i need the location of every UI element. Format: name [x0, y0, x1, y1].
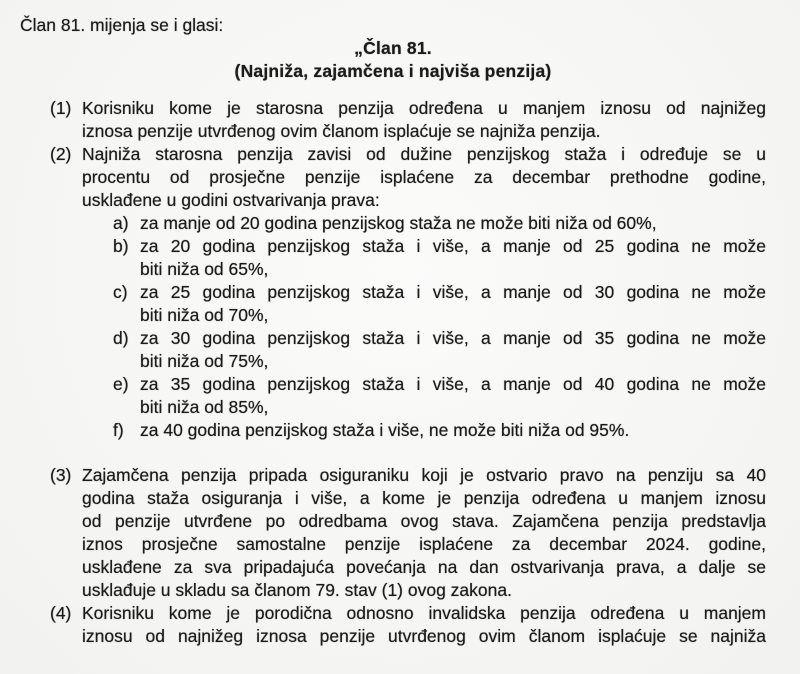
- text-line: biti niža od 75%,: [140, 351, 269, 371]
- subitem-a: [113, 212, 766, 235]
- subitem-list: [113, 212, 766, 442]
- text-line: Zajamčena penzija pripada osiguraniku koji je ostvario pravo na penziju sa 40: [82, 465, 766, 485]
- text-line: godina staža osiguranja i više, a kome je penzija određena u manjem iznosu: [82, 488, 766, 508]
- text-line: za manje od 20 godina penzijskog staža ne može biti niža od 60%,: [140, 213, 657, 233]
- subitem-body: [140, 327, 766, 373]
- subitem-letter: e): [113, 374, 129, 394]
- subitem-body: [140, 235, 766, 281]
- text-line: biti niža od 65%,: [140, 259, 269, 279]
- text-line: za 40 godina penzijskog staža i više, ne može biti niža od 95%.: [140, 420, 630, 440]
- paragraph-number: (1): [50, 98, 72, 118]
- paragraph-1: [50, 97, 766, 143]
- text-line: usklađene za sva pripadajuća povećanja na dan ostvarivanja prava, a dalje se: [82, 557, 766, 577]
- paragraph-body: [82, 97, 766, 143]
- paragraph-3: [50, 464, 766, 602]
- subitem-e: [113, 373, 766, 419]
- subitem-c: [113, 281, 766, 327]
- paragraph-number: (2): [50, 144, 72, 164]
- paragraph-number: (4): [50, 603, 72, 623]
- subitem-body: [140, 212, 766, 235]
- text-line: procentu od prosječne penzije isplaćene za decembar prethodne godine,: [82, 167, 766, 187]
- text-line: za 25 godina penzijskog staža i više, a manje od 30 godina ne može: [140, 282, 766, 302]
- article-number-heading: „Član 81.: [354, 38, 432, 58]
- subitem-f: [113, 419, 766, 442]
- subitem-body: [140, 281, 766, 327]
- paragraph-body: [82, 602, 766, 648]
- text-line: iznosu od najnižeg iznosa penzije utvrđenog ovim članom isplaćuje se najniža: [82, 626, 766, 646]
- subitem-letter: f): [113, 420, 124, 440]
- subitem-body: [140, 419, 766, 442]
- subitem-letter: b): [113, 236, 129, 256]
- text-line: usklađuje u skladu sa članom 79. stav (1) ovog zakona.: [82, 580, 512, 600]
- text-line: za 20 godina penzijskog staža i više, a manje od 25 godina ne može: [140, 236, 766, 256]
- text-line: biti niža od 70%,: [140, 305, 269, 325]
- text-line: za 30 godina penzijskog staža i više, a manje od 35 godina ne može: [140, 328, 766, 348]
- paragraph-list: [50, 97, 766, 648]
- text-line: od penzije utvrđene po odredbama ovog stava. Zajamčena penzija predstavlja: [82, 511, 766, 531]
- text-line: iznosa penzije utvrđenog ovim članom isplaćuje se najniža penzija.: [82, 121, 601, 141]
- text-line: Korisniku kome je porodična odnosno invalidska penzija određena u manjem: [82, 603, 766, 623]
- paragraph-body: [82, 464, 766, 602]
- subitem-body: [140, 373, 766, 419]
- text-line: usklađene u godini ostvarivanja prava:: [82, 190, 380, 210]
- text-line: za 35 godina penzijskog staža i više, a manje od 40 godina ne može: [140, 374, 766, 394]
- article-heading: [20, 37, 766, 83]
- subitem-letter: d): [113, 328, 129, 348]
- article-title-heading: (Najniža, zajamčena i najviša penzija): [234, 61, 552, 81]
- subitem-b: [113, 235, 766, 281]
- subitem-d: [113, 327, 766, 373]
- amendment-intro-line: Član 81. mijenja se i glasi:: [20, 15, 224, 35]
- paragraph-body: [82, 143, 766, 442]
- paragraph-2: [50, 143, 766, 442]
- paragraph-number: (3): [50, 465, 72, 485]
- text-line: biti niža od 85%,: [140, 397, 269, 417]
- text-line: Najniža starosna penzija zavisi od dužine penzijskog staža i određuje se u: [82, 144, 766, 164]
- subitem-letter: c): [113, 282, 128, 302]
- text-line: iznos prosječne samostalne penzije isplaćene za decembar 2024. godine,: [82, 534, 766, 554]
- subitem-letter: a): [113, 213, 129, 233]
- paragraph-4: [50, 602, 766, 648]
- text-line: Korisniku kome je starosna penzija određena u manjem iznosu od najnižeg: [82, 98, 766, 118]
